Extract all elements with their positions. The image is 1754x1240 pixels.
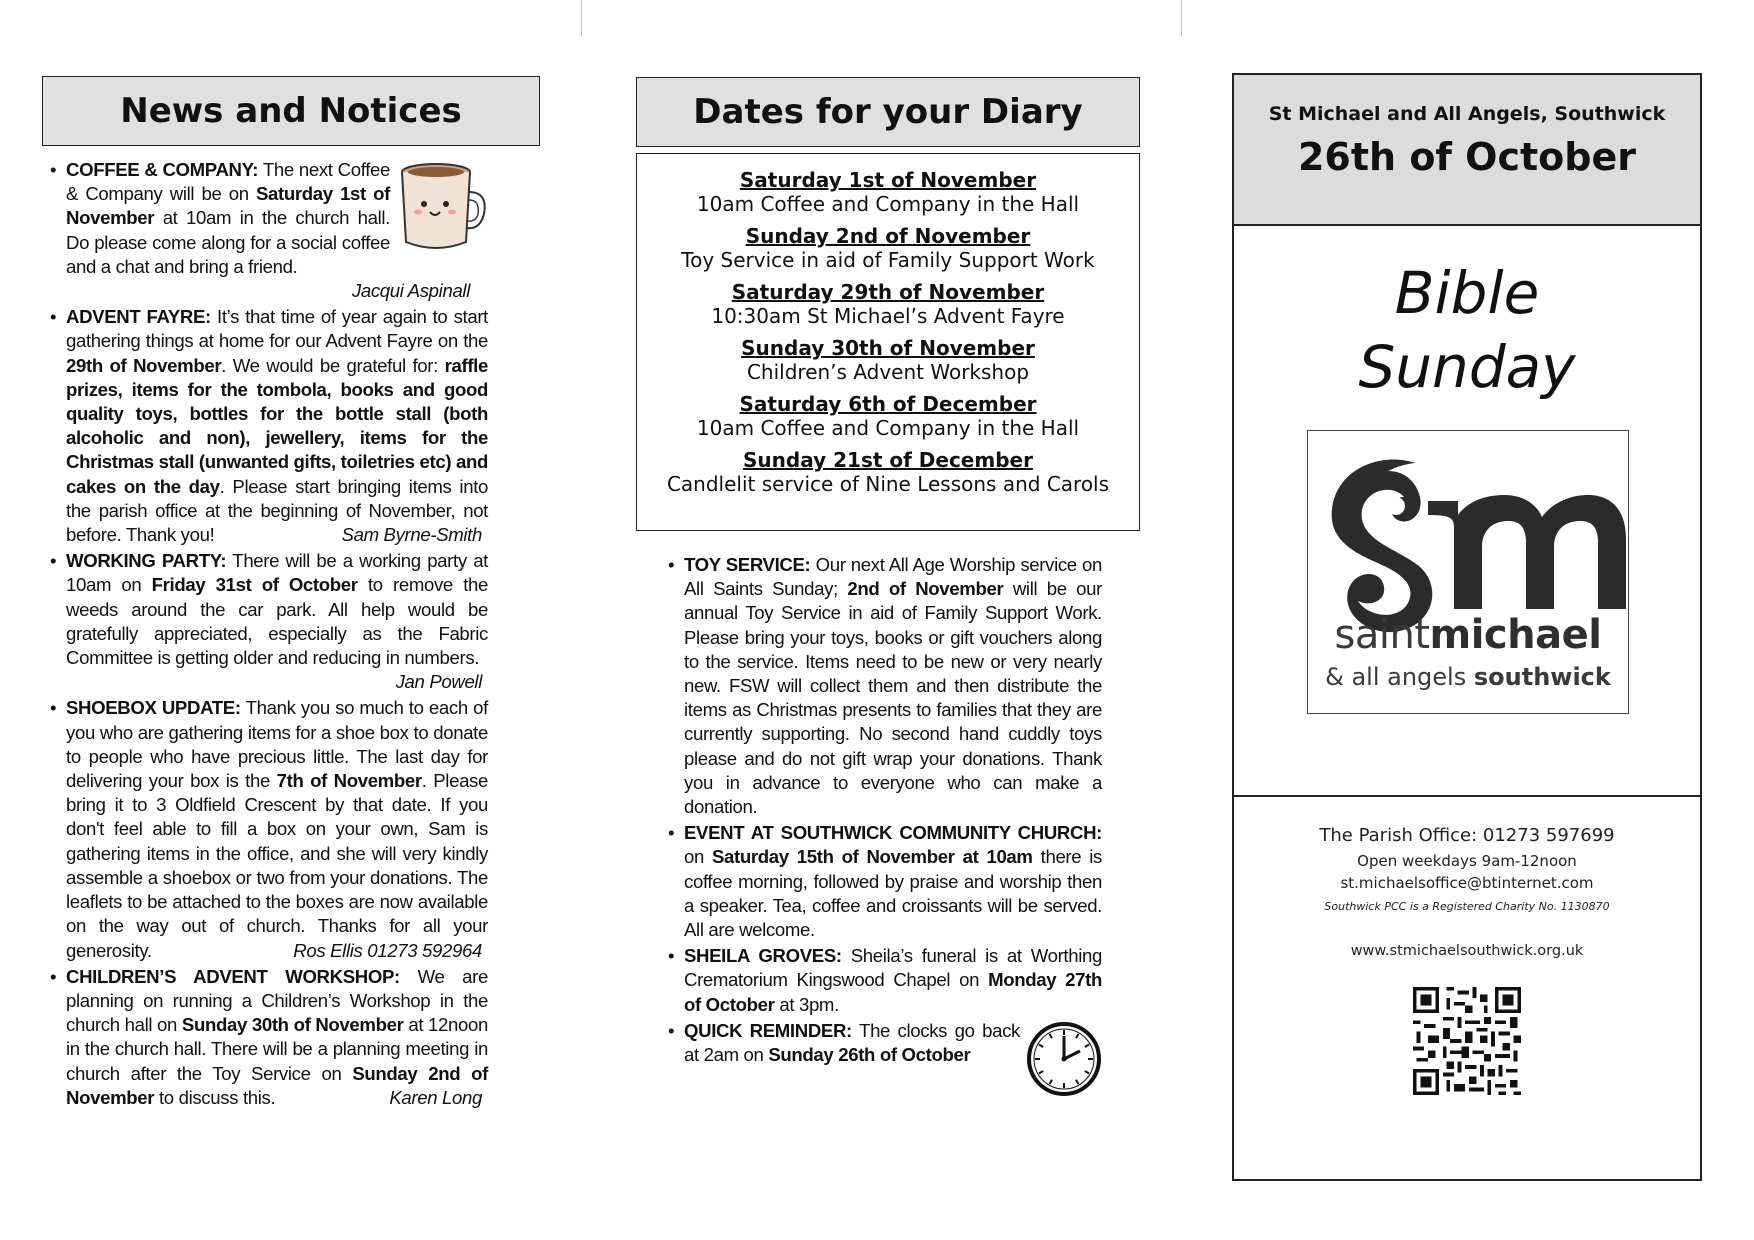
notice-text: to remove the weeds around the car park. All help would be gratefully appreciated, especially as the Fabric Committee is getting older and reducing in numbers. (66, 574, 488, 669)
diary-description: Toy Service in aid of Family Support Work (681, 248, 1095, 272)
notice-bold: Sunday 2nd of November (66, 1062, 488, 1108)
notice-text: Thank you so much to each of you who are gathering items for a shoe box to donate to people who have precious little. The last day for delivering your box is the (66, 697, 488, 792)
sunday-title-line1: Bible (1394, 259, 1540, 327)
notice-heading: CHILDREN’S ADVENT WORKSHOP: (66, 965, 400, 987)
notice-bold: Friday 31st of October (151, 574, 358, 596)
sunday-title (1234, 226, 1700, 404)
notice-childrens-workshop (66, 965, 488, 1110)
cover-footer (1234, 797, 1700, 1095)
notice-bold: Saturday 1st of November (66, 183, 390, 229)
notice-heading: QUICK REMINDER: (684, 1019, 852, 1041)
notice-heading: TOY SERVICE: (684, 554, 811, 575)
notice-quick-reminder (684, 1019, 1102, 1097)
diary-title: Dates for your Diary (636, 77, 1140, 147)
notice-text: Sheila’s funeral is at Worthing Crematorium Kingswood Chapel on (684, 945, 1102, 991)
notice-text: We are planning on running a Children’s Workshop in the church hall on (66, 965, 488, 1036)
notice-bold: 29th of November (66, 354, 222, 376)
fold-mark-left (581, 0, 582, 36)
cover-panel (1232, 73, 1702, 1181)
notice-text: to discuss this. (154, 1086, 276, 1108)
diary-description: Candlelit service of Nine Lessons and Carols (666, 472, 1110, 496)
fold-mark-right (1181, 0, 1182, 36)
diary-date: Sunday 2nd of November (745, 224, 1031, 248)
notice-text: The next Coffee & Company will be on (66, 159, 390, 205)
notice-working-party (66, 549, 488, 694)
news-panel (42, 76, 540, 1112)
cover-header (1234, 75, 1700, 226)
notice-bold: Saturday 15th of November at 10am (712, 846, 1033, 868)
notice-heading: WORKING PARTY: (66, 550, 227, 572)
notice-text: There will be a working party at 10am on (66, 550, 488, 596)
notice-heading: COFFEE & COMPANY: (66, 159, 259, 180)
notice-signature: Jacqui Aspinall (351, 280, 470, 302)
diary-date: Sunday 30th of November (741, 336, 1035, 360)
notice-bold: Monday 27th of October (684, 969, 1102, 1015)
notice-coffee (66, 158, 488, 303)
notice-text: . We would be grateful for: (221, 354, 445, 376)
logo-text-bold: michael (1429, 612, 1602, 658)
notice-text: will be our annual Toy Service in aid of Family Support Work. Please bring your toys, books or gift vouchers along to the service. Items need to be new or very nearly new. FSW will collect them and then distribute the items as Christmas presents to families that they are currently supporting. No second hand cuddly toys please and do not gift wrap your donations. Thank you in advance to everyone who can make a donation. (684, 578, 1103, 818)
notice-sheila-groves (684, 944, 1102, 1017)
notice-advent-fayre (66, 305, 488, 547)
notice-text: The clocks go back at 2am on (684, 1019, 1020, 1066)
diary-entry (637, 168, 1139, 216)
diary-entry (637, 224, 1139, 272)
notice-heading: ADVENT FAYRE: (66, 306, 211, 328)
church-logo (1307, 430, 1629, 714)
notice-text: at 12noon in the church hall. There will be a planning meeting in church after the Toy Service on (66, 1014, 488, 1084)
website-link[interactable]: www.stmichaelsouthwick.org.uk (1350, 943, 1584, 959)
notice-text: Our next All Age Worship service on All Saints Sunday; (684, 554, 1102, 600)
notice-text: at 3pm. (774, 993, 839, 1015)
sunday-title-line2: Sunday (1358, 333, 1576, 401)
charity-number: Southwick PCC is a Registered Charity No. 1130870 (1324, 900, 1610, 913)
service-date: 26th of October (1297, 135, 1636, 179)
parish-office-phone: The Parish Office: 01273 597699 (1319, 825, 1615, 846)
logo-text: & all angels (1325, 663, 1474, 691)
diary-entry (637, 392, 1139, 440)
clock-icon (1026, 1021, 1102, 1097)
diary-entry (637, 280, 1139, 328)
diary-date: Sunday 21st of December (743, 448, 1033, 472)
notice-heading: SHEILA GROVES: (684, 945, 842, 967)
notice-signature: Jan Powell (395, 671, 482, 693)
logo-tagline (1308, 663, 1628, 691)
qr-code-icon[interactable] (1413, 987, 1521, 1095)
notice-text: there is coffee morning, followed by praise and worship then a speaker. Tea, coffee and croissants will be served. All are welcome. (684, 846, 1102, 941)
notice-signature: Karen Long (389, 1086, 482, 1108)
diary-entry (637, 336, 1139, 384)
cover-main (1234, 226, 1700, 797)
notice-community-church-event (684, 821, 1102, 942)
notice-text: on (684, 846, 712, 868)
coffee-mug-icon (396, 158, 488, 254)
diary-description: 10am Coffee and Company in the Hall (696, 416, 1080, 440)
news-title: News and Notices (42, 76, 540, 146)
news-list (42, 158, 540, 1110)
notice-shoebox (66, 696, 488, 962)
notice-text: . Please start bringing items into the parish office at the beginning of November, not before. Thank you! (66, 475, 489, 546)
notice-text: It’s that time of year again to start gathering things at home for our Advent Fayre on the (66, 306, 488, 352)
diary-panel (636, 77, 1140, 1099)
logo-text-bold: southwick (1473, 663, 1611, 691)
diary-description: Children’s Advent Workshop (746, 360, 1030, 384)
diary-description: 10am Coffee and Company in the Hall (696, 192, 1080, 216)
notice-bold: Sunday 26th of October (768, 1044, 971, 1066)
diary-date: Saturday 1st of November (739, 168, 1037, 192)
diary-box (636, 153, 1140, 531)
notice-heading: SHOEBOX UPDATE: (66, 697, 241, 719)
notice-bold: 2nd of November (847, 578, 1004, 600)
notice-bold: Sunday 30th of November (181, 1014, 404, 1036)
diary-date: Saturday 29th of November (731, 280, 1045, 304)
diary-description: 10:30am St Michael’s Advent Fayre (711, 304, 1065, 328)
logo-text: saint (1334, 612, 1430, 658)
office-hours: Open weekdays 9am-12noon (1357, 852, 1577, 870)
diary-entry (637, 448, 1139, 496)
notice-signature: Ros Ellis 01273 592964 (293, 939, 482, 961)
office-email: st.michaelsoffice@btinternet.com (1340, 874, 1594, 892)
notice-bold: raffle prizes, items for the tombola, books and good quality toys, bottles for the bottle stall (both alcoholic and non), jewellery, items for the Christmas stall (unwanted gifts, toiletries etc) and cakes on the day (66, 354, 488, 497)
logo-wordmark (1308, 612, 1628, 658)
notice-signature: Sam Byrne-Smith (341, 524, 482, 546)
notice-heading: EVENT AT SOUTHWICK COMMUNITY CHURCH: (684, 822, 1102, 844)
notice-text: at 10am in the church hall. Do please come along for a social coffee and a chat and bring a friend. (66, 207, 390, 277)
diary-notices-list (636, 553, 1140, 1097)
church-name: St Michael and All Angels, Southwick (1268, 103, 1666, 125)
notice-toy-service (684, 553, 1102, 819)
notice-text: . Please bring it to 3 Oldfield Crescent by that date. If you don't feel able to fill a box on your own, Sam is gathering items in the office, and she will very kindly assemble a shoebox or two from your donations. The leaflets to be attached to the boxes are now available on the way out of church. Thanks for all your generosity. (66, 770, 488, 961)
notice-bold: 7th of November (276, 770, 422, 792)
diary-date: Saturday 6th of December (739, 392, 1037, 416)
